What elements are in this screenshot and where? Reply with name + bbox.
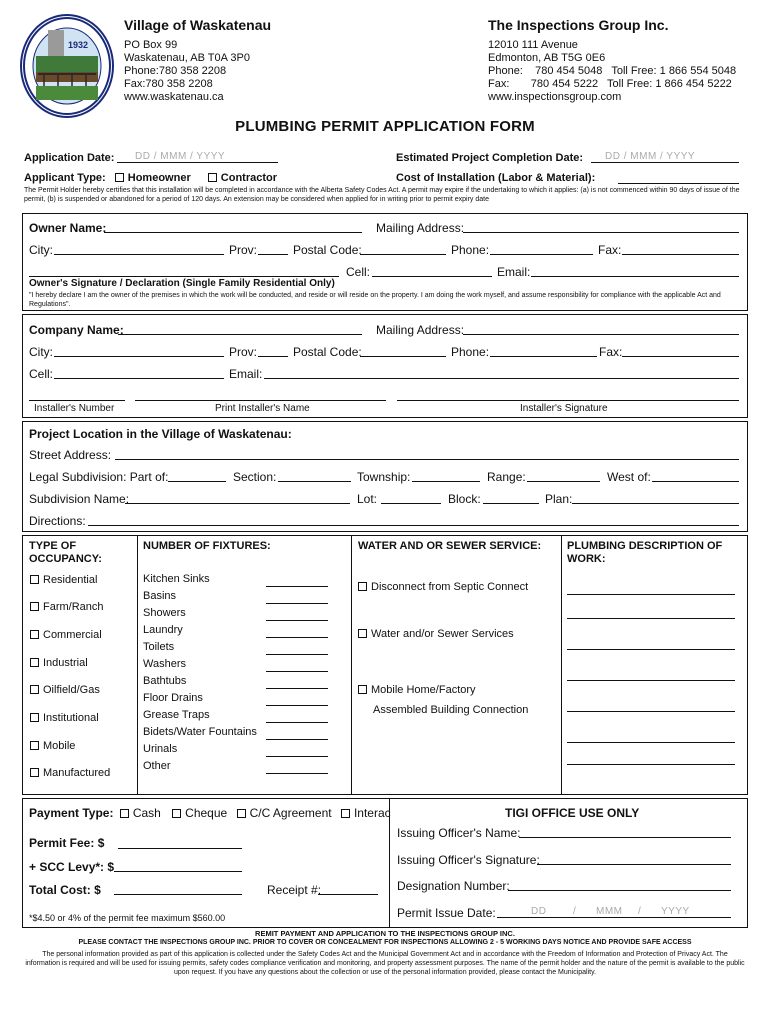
manufactured-checkbox[interactable] xyxy=(30,768,39,777)
company-fax-field[interactable] xyxy=(622,344,739,357)
owner-cell-label: Cell: xyxy=(346,265,371,279)
occupancy-item[interactable] xyxy=(30,740,75,752)
company-mailing-label: Mailing Address: xyxy=(376,323,465,337)
owner-email-field[interactable] xyxy=(531,264,739,277)
mobile-home-checkbox[interactable] xyxy=(358,685,367,694)
company-postal-label: Postal Code: xyxy=(293,345,362,359)
occupancy-item[interactable] xyxy=(30,767,110,779)
mobile-home-option[interactable] xyxy=(358,684,476,696)
occupancy-item[interactable] xyxy=(30,574,97,586)
disconnect-option[interactable] xyxy=(358,581,528,593)
designation-label: Designation Number: xyxy=(397,879,510,893)
fixture-count-field[interactable] xyxy=(266,591,328,604)
owner-prov-field[interactable] xyxy=(258,242,288,255)
plan-label: Plan: xyxy=(545,492,573,506)
levy-footnote: *$4.50 or 4% of the permit fee maximum $560.00 xyxy=(29,913,226,923)
owner-fax-label: Fax: xyxy=(598,243,622,257)
column-divider xyxy=(351,535,352,795)
west-of-label: West of: xyxy=(607,470,651,484)
form-title: PLUMBING PERMIT APPLICATION FORM xyxy=(235,118,535,135)
fixture-count-field[interactable] xyxy=(266,642,328,655)
company-prov-label: Prov: xyxy=(229,345,258,359)
description-line[interactable] xyxy=(567,637,735,650)
est-completion-label: Estimated Project Completion Date: xyxy=(396,152,584,164)
owner-postal-field[interactable] xyxy=(360,242,446,255)
occupancy-heading: TYPE OF OCCUPANCY: xyxy=(29,540,102,565)
installer-signature-label: Installer's Signature xyxy=(520,403,608,414)
street-field[interactable] xyxy=(115,447,739,460)
print-installer-field[interactable] xyxy=(135,388,386,401)
occupancy-item[interactable] xyxy=(30,712,99,724)
fixture-count-field[interactable] xyxy=(266,744,328,757)
fixtures-heading: NUMBER OF FIXTURES: xyxy=(143,540,271,552)
legal-label: Legal Subdivision: Part of: xyxy=(29,470,169,484)
interac-label: Interac xyxy=(353,806,391,820)
manufactured-label: Manufactured xyxy=(43,767,111,779)
certification-text: The Permit Holder hereby certifies that this installation will be completed in accordance with the Alberta Safety Codes Act. A permit may expire if the undertaking to which it applies: (a) is not commenced within 90 days of issue of the permit, (b) is suspended or abandoned for a period of 120 days. An extension may be considered when applied for in writing prior to permit expiry date xyxy=(24,187,740,203)
mobile-checkbox[interactable] xyxy=(30,741,39,750)
part-of-field[interactable] xyxy=(168,469,226,482)
fixtures-list xyxy=(143,571,257,775)
installer-number-field[interactable] xyxy=(29,388,125,401)
directions-field[interactable] xyxy=(88,513,739,526)
owner-cell-field[interactable] xyxy=(372,264,492,277)
installer-signature-field[interactable] xyxy=(397,388,739,401)
commercial-checkbox[interactable] xyxy=(30,630,39,639)
village-line: Phone:780 358 2208 xyxy=(124,65,227,77)
owner-fax-field[interactable] xyxy=(622,242,739,255)
disconnect-label: Disconnect from Septic Connect xyxy=(371,581,529,593)
issuing-name-label: Issuing Officer's Name: xyxy=(397,826,521,840)
office-heading: TIGI OFFICE USE ONLY xyxy=(505,806,640,820)
fixture-label: Urinals xyxy=(143,743,178,755)
location-heading: Project Location in the Village of Waskatenau: xyxy=(29,427,292,441)
company-phone-label: Phone: xyxy=(451,345,490,359)
company-email-field[interactable] xyxy=(264,366,739,379)
applicant-type-text: Applicant Type: xyxy=(24,172,106,184)
homeowner-label: Homeowner xyxy=(127,172,191,184)
company-phone-field[interactable] xyxy=(490,344,597,357)
fixture-label: Kitchen Sinks xyxy=(143,573,210,585)
interac-checkbox[interactable] xyxy=(341,809,350,818)
column-divider xyxy=(561,535,562,795)
section-label: Section: xyxy=(233,470,277,484)
company-cell-label: Cell: xyxy=(29,367,54,381)
owner-mailing-label: Mailing Address: xyxy=(376,221,465,235)
inspections-line: Edmonton, AB T5G 0E6 xyxy=(488,52,606,64)
directions-label: Directions: xyxy=(29,514,86,528)
payment-type-label: Payment Type: xyxy=(29,806,114,820)
cc-checkbox[interactable] xyxy=(237,809,246,818)
owner-phone-label: Phone: xyxy=(451,243,490,257)
footer-privacy: The personal information provided as part of this application is collected under the Safety Codes Act and the Municipal Government Act and in accordance with the Freedom of Information and Protection of Privacy Act. The information is required and will be used for issuing permits, safety codes compliance verification and monitoring, and property assessment purposes. The name of the permit holder and the nature of the permit is available to the public upon request. If you have any questions about the collection or use of the personal information provided, please contact the Municipality. xyxy=(25,951,745,976)
lot-label: Lot: xyxy=(357,492,378,506)
section-field[interactable] xyxy=(278,469,351,482)
date-separator: / xyxy=(638,906,642,917)
description-line[interactable] xyxy=(567,606,735,619)
applicant-type-label xyxy=(24,172,277,184)
residential-label: Residential xyxy=(43,574,98,586)
issue-date-dd: DD xyxy=(531,906,547,917)
village-logo xyxy=(20,14,114,118)
issue-date-yyyy: YYYY xyxy=(661,906,690,917)
inspections-line: www.inspectionsgroup.com xyxy=(488,91,622,103)
company-email-label: Email: xyxy=(229,367,263,381)
fixture-label: Grease Traps xyxy=(143,709,210,721)
oilfield-gas-label: Oilfield/Gas xyxy=(43,684,100,696)
date-separator: / xyxy=(573,906,577,917)
village-line: Fax:780 358 2208 xyxy=(124,78,213,90)
fixture-count-field[interactable] xyxy=(266,574,328,587)
owner-signature-label: Owner's Signature / Declaration (Single Family Residential Only) xyxy=(29,278,335,289)
description-line[interactable] xyxy=(567,752,735,765)
fixture-label: Toilets xyxy=(143,641,175,653)
fixture-count-field[interactable] xyxy=(266,761,328,774)
water-label: Water and/or Sewer Services xyxy=(371,628,514,640)
description-line[interactable] xyxy=(567,730,735,743)
company-mailing-field[interactable] xyxy=(463,322,739,335)
designation-field[interactable] xyxy=(508,878,731,891)
fixture-count-field[interactable] xyxy=(266,625,328,638)
west-of-field[interactable] xyxy=(652,469,739,482)
industrial-checkbox[interactable] xyxy=(30,658,39,667)
company-city-label: City: xyxy=(29,345,53,359)
issuing-sig-label: Issuing Officer's Signature: xyxy=(397,853,540,867)
water-option[interactable] xyxy=(358,628,514,640)
fixture-count-field[interactable] xyxy=(266,710,328,723)
village-line: Waskatenau, AB T0A 3P0 xyxy=(124,52,250,64)
fixture-label: Showers xyxy=(143,607,186,619)
logo-year: 1932 xyxy=(68,40,89,50)
owner-prov-label: Prov: xyxy=(229,243,258,257)
fixture-label: Floor Drains xyxy=(143,692,203,704)
est-completion-placeholder: DD / MMM / YYYY xyxy=(605,151,696,162)
cheque-checkbox[interactable] xyxy=(172,809,181,818)
fixture-count-field[interactable] xyxy=(266,608,328,621)
village-name: Village of Waskatenau xyxy=(124,17,272,33)
occupancy-item[interactable] xyxy=(30,657,88,669)
street-label: Street Address: xyxy=(29,448,112,462)
township-label: Township: xyxy=(357,470,411,484)
total-cost-label: Total Cost: $ xyxy=(29,883,101,897)
fixture-count-field[interactable] xyxy=(266,676,328,689)
service-heading: WATER AND OR SEWER SERVICE: xyxy=(358,540,542,552)
owner-city-field[interactable] xyxy=(54,242,224,255)
footer-contact: PLEASE CONTACT THE INSPECTIONS GROUP INC. PRIOR TO COVER OR CONCEALMENT FOR INSPECTIONS ALLOWING 2 - 5 WORKING DAYS NOTICE AND PROVIDE SAFE ACCESS xyxy=(78,939,692,946)
owner-declaration: "I hereby declare I am the owner of the premises in which the work will be conducted, and reside or will reside on the property. I am doing the work myself, and assume responsibility for compliance with the applicable Act and Regulations". xyxy=(29,292,721,308)
fixture-label: Laundry xyxy=(143,624,183,636)
inspections-name: The Inspections Group Inc. xyxy=(488,17,669,33)
owner-postal-label: Postal Code: xyxy=(293,243,362,257)
owner-phone-field[interactable] xyxy=(490,242,593,255)
permit-fee-label: Permit Fee: $ xyxy=(29,836,105,850)
village-crest-icon xyxy=(22,16,112,116)
village-line: PO Box 99 xyxy=(124,39,178,51)
issue-date-mmm: MMM xyxy=(596,906,623,917)
permit-fee-field[interactable] xyxy=(118,836,242,849)
village-line: www.waskatenau.ca xyxy=(124,91,224,103)
block-field[interactable] xyxy=(483,491,539,504)
application-date-label: Application Date: xyxy=(24,152,115,164)
cash-label: Cash xyxy=(132,806,161,820)
commercial-label: Commercial xyxy=(43,629,102,641)
company-name-field[interactable] xyxy=(118,322,362,335)
farm-ranch-label: Farm/Ranch xyxy=(43,601,104,613)
homeowner-checkbox[interactable] xyxy=(115,173,124,182)
subdivision-label: Subdivision Name: xyxy=(29,492,130,506)
owner-signature-field[interactable] xyxy=(29,264,339,277)
contractor-label: Contractor xyxy=(220,172,278,184)
scc-levy-label: + SCC Levy*: $ xyxy=(29,860,115,874)
description-heading: PLUMBING DESCRIPTION OF WORK: xyxy=(567,540,723,565)
institutional-label: Institutional xyxy=(43,712,99,724)
owner-city-label: City: xyxy=(29,243,53,257)
column-divider xyxy=(137,535,138,795)
plan-field[interactable] xyxy=(572,491,739,504)
range-field[interactable] xyxy=(527,469,600,482)
receipt-field[interactable] xyxy=(318,882,378,895)
cc-label: C/C Agreement xyxy=(249,806,332,820)
installer-number-label: Installer's Number xyxy=(34,403,115,414)
cash-checkbox[interactable] xyxy=(120,809,129,818)
print-installer-label: Print Installer's Name xyxy=(215,403,310,414)
inspections-line: 12010 111 Avenue xyxy=(488,39,578,51)
fixture-label: Bathtubs xyxy=(143,675,187,687)
application-date-placeholder: DD / MMM / YYYY xyxy=(135,151,226,162)
company-fax-label: Fax: xyxy=(599,345,623,359)
issuing-name-field[interactable] xyxy=(519,825,731,838)
occupancy-item[interactable] xyxy=(30,629,102,641)
water-checkbox[interactable] xyxy=(358,629,367,638)
receipt-label: Receipt #: xyxy=(267,883,322,897)
company-prov-field[interactable] xyxy=(258,344,288,357)
company-postal-field[interactable] xyxy=(360,344,446,357)
assembled-label: Assembled Building Connection xyxy=(373,704,529,716)
residential-checkbox[interactable] xyxy=(30,575,39,584)
subdivision-field[interactable] xyxy=(125,491,350,504)
township-field[interactable] xyxy=(412,469,480,482)
total-cost-field[interactable] xyxy=(114,882,242,895)
owner-name-label: Owner Name: xyxy=(29,221,107,235)
fixture-label: Basins xyxy=(143,590,177,602)
mobile-label: Mobile xyxy=(43,740,76,752)
fixture-label: Bidets/Water Fountains xyxy=(143,726,257,738)
range-label: Range: xyxy=(487,470,526,484)
fixture-label: Other xyxy=(143,760,171,772)
cost-label: Cost of Installation (Labor & Material): xyxy=(396,172,596,184)
description-line[interactable] xyxy=(567,582,735,595)
fixture-label: Washers xyxy=(143,658,186,670)
scc-levy-field[interactable] xyxy=(114,859,242,872)
industrial-label: Industrial xyxy=(43,657,88,669)
village-address xyxy=(124,39,250,104)
disconnect-checkbox[interactable] xyxy=(358,582,367,591)
company-city-field[interactable] xyxy=(54,344,224,357)
payment-type-row xyxy=(29,806,391,820)
institutional-checkbox[interactable] xyxy=(30,713,39,722)
cheque-label: Cheque xyxy=(185,806,228,820)
block-label: Block: xyxy=(448,492,481,506)
fixture-count-field[interactable] xyxy=(266,659,328,672)
contractor-checkbox[interactable] xyxy=(208,173,217,182)
footer-remit: REMIT PAYMENT AND APPLICATION TO THE INSPECTIONS GROUP INC. xyxy=(255,929,515,938)
fixture-count-field[interactable] xyxy=(266,693,328,706)
farm-ranch-checkbox[interactable] xyxy=(30,602,39,611)
description-line[interactable] xyxy=(567,699,735,712)
mobile-home-label: Mobile Home/Factory xyxy=(371,684,476,696)
issue-date-label: Permit Issue Date: xyxy=(397,906,496,920)
inspections-line: Fax: 780 454 5222 Toll Free: 1 866 454 5222 xyxy=(488,78,732,90)
owner-name-field[interactable] xyxy=(104,220,362,233)
cost-field[interactable] xyxy=(618,171,739,184)
company-name-label: Company Name: xyxy=(29,323,124,337)
inspections-address xyxy=(488,39,736,104)
fixture-count-field[interactable] xyxy=(266,727,328,740)
company-cell-field[interactable] xyxy=(54,366,224,379)
lot-field[interactable] xyxy=(381,491,441,504)
description-line[interactable] xyxy=(567,668,735,681)
occupancy-item[interactable] xyxy=(30,684,100,696)
issuing-sig-field[interactable] xyxy=(537,852,731,865)
oilfield-gas-checkbox[interactable] xyxy=(30,685,39,694)
inspections-line: Phone: 780 454 5048 Toll Free: 1 866 554 5048 xyxy=(488,65,737,77)
owner-email-label: Email: xyxy=(497,265,531,279)
owner-mailing-field[interactable] xyxy=(463,220,739,233)
occupancy-item[interactable] xyxy=(30,601,104,613)
